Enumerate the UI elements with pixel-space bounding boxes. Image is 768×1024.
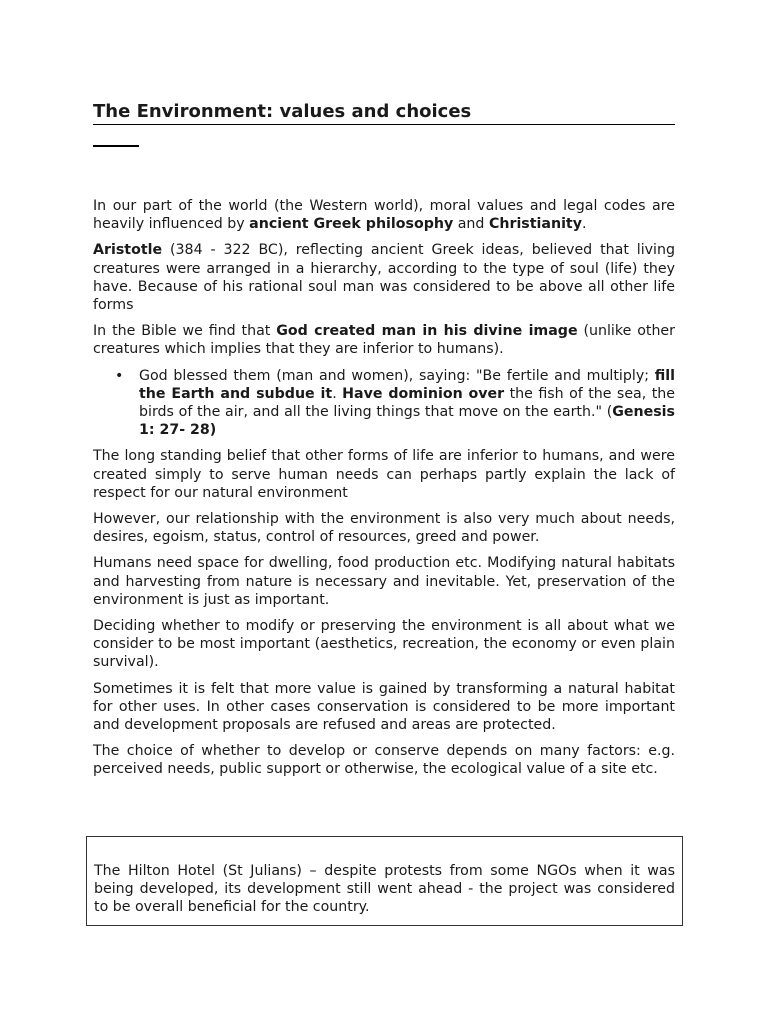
bullet-icon: •	[115, 367, 124, 384]
relationship-paragraph: However, our relationship with the environment is also very much about needs, desires, egoism, status, control of resources, greed and power.	[93, 511, 675, 546]
bible-text-1: In the Bible we find that	[93, 323, 277, 340]
bible-bold: God created man in his divine image	[276, 323, 578, 340]
example-box-text: The Hilton Hotel (St Julians) – despite protests from some NGOs when it was being developed, its development still went ahead - the project was considered to be overall beneficial for the country.	[94, 863, 675, 916]
humans-need-paragraph: Humans need space for dwelling, food production etc. Modifying natural habitats and harvesting from nature is necessary and inevitable. Yet, preservation of the environment is just as important.	[93, 555, 675, 608]
intro-bold-christianity: Christianity	[488, 216, 582, 233]
intro-paragraph	[93, 197, 675, 233]
example-box	[86, 836, 683, 926]
list-item	[93, 367, 675, 440]
aristotle-paragraph	[93, 241, 675, 314]
bullet-bold-1: fill the Earth and subdue it	[139, 367, 675, 402]
bullet-bold-2: Have dominion over	[342, 385, 505, 402]
page-title: The Environment: values and choices	[93, 100, 675, 125]
bullet-text-3: the fish of the sea, the birds of the air, and all the living things that move on the earth." (	[139, 385, 675, 421]
belief-paragraph: The long standing belief that other forms of life are inferior to humans, and were created simply to serve human needs can perhaps partly explain the lack of respect for our natural environment	[93, 448, 675, 501]
intro-text-3: .	[581, 216, 587, 233]
bible-text-2: (unlike other creatures which implies that they are inferior to humans).	[93, 323, 675, 358]
aristotle-bold: Aristotle	[93, 242, 163, 259]
bible-paragraph	[93, 322, 675, 358]
bullet-bold-genesis: Genesis 1: 27- 28)	[139, 404, 675, 439]
bullet-text-1: God blessed them (man and women), saying: "Be fertile and multiply;	[139, 367, 655, 384]
choice-paragraph: The choice of whether to develop or conserve depends on many factors: e.g. perceived needs, public support or otherwise, the ecological value of a site etc.	[93, 743, 675, 778]
intro-text-1: In our part of the world (the Western world), moral values and legal codes are heavily influenced by	[93, 198, 675, 233]
title-underline-rule	[93, 145, 139, 147]
aristotle-text: (384 - 322 BC), reflecting ancient Greek ideas, believed that living creatures were arranged in a hierarchy, according to the type of soul (life) they have. Because of his rational soul man was considered to be above all other life forms	[93, 242, 675, 314]
document-page	[93, 100, 675, 787]
value-paragraph: Sometimes it is felt that more value is gained by transforming a natural habitat for other uses. In other cases conservation is considered to be more important and development proposals are refused and areas are protected.	[93, 680, 675, 734]
bullet-text-2: .	[332, 385, 343, 402]
deciding-paragraph: Deciding whether to modify or preserving the environment is all about what we consider to be most important (aesthetics, recreation, the economy or even plain survival).	[93, 618, 675, 671]
intro-text-2: and	[453, 216, 489, 233]
intro-bold-greek: ancient Greek philosophy	[249, 216, 454, 233]
genesis-bullet-list	[93, 367, 675, 440]
